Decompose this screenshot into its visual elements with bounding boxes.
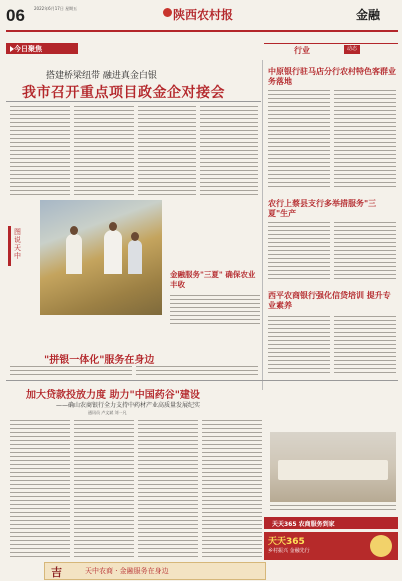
right-body-2a [268, 222, 330, 280]
article3-body-col4 [202, 420, 262, 558]
lead-body-col1 [10, 106, 70, 196]
industry-badge: 动态 [344, 45, 360, 54]
industry-news-bar [264, 43, 398, 57]
meeting-table [278, 460, 388, 480]
article3-body-col2 [74, 420, 134, 558]
meeting-photo-caption [270, 505, 396, 513]
right-body-1a [268, 90, 330, 188]
ad-box [264, 532, 398, 560]
article2-headline: "拼银一体化"服务在身边 [44, 355, 155, 366]
person-head [70, 226, 78, 235]
article3-body-col3 [138, 420, 198, 558]
page-number: 06 [6, 6, 25, 25]
triangle-icon [10, 46, 14, 52]
lead-divider [6, 101, 261, 102]
date-line: 2022年6月17日 星期五 [34, 6, 78, 11]
lead-body-col2 [74, 106, 134, 196]
right-body-3b [334, 316, 396, 376]
right-headline-1: 中原银行驻马店分行农村特色客群业务落地 [268, 66, 396, 86]
article3-subhead: ——确山农商银行全力支持中药材产业高质量发展纪实 [56, 402, 201, 409]
right-headline-2: 农行上蔡县支行多举措服务"三夏"生产 [268, 198, 377, 218]
person-figure [66, 234, 82, 274]
person-head [109, 222, 117, 231]
today-focus-bar [6, 43, 78, 54]
article3-byline: 通讯员 卢文斌 刘一凡 [88, 410, 127, 415]
person-figure [128, 240, 142, 274]
wheat-field-photo [40, 200, 162, 315]
lead-body-col3 [138, 106, 196, 196]
person-head [131, 232, 139, 241]
right-body-2b [334, 222, 396, 280]
today-focus-label: 今日聚焦 [14, 45, 42, 53]
bottom-ad-mark: 吉 [51, 566, 62, 579]
meeting-photo [270, 432, 396, 502]
lead-headline: 我市召开重点项目政金企对接会 [22, 85, 225, 101]
lead-body-col4 [200, 106, 258, 196]
feature-accent-bar [8, 226, 11, 266]
ad-big-text: 天天365 [268, 537, 305, 547]
lead-kicker: 搭建桥梁纽带 融进真金白银 [46, 71, 157, 81]
ad-banner [264, 517, 398, 529]
ad-banner-text: 天天365 农商服务到家 [272, 521, 335, 528]
feature-photo-caption [170, 295, 260, 325]
section-title: 金融 [356, 8, 381, 22]
column-divider [262, 60, 263, 390]
feature-photo-title: 金融服务"三夏" 确保农业丰收 [170, 270, 256, 289]
article2-body-b [136, 366, 258, 376]
article3-body-col1 [10, 420, 70, 558]
article2-body-a [10, 366, 132, 376]
section-divider [6, 380, 398, 381]
masthead-logo-icon [163, 8, 172, 17]
right-headline-3: 西平农商银行强化信贷培训 提升专业素养 [268, 290, 391, 310]
bottom-ad-text: 天中农商 · 金融服务在身边 [85, 567, 169, 575]
bank-logo-icon [370, 535, 392, 557]
right-body-3a [268, 316, 330, 376]
right-body-1b [334, 90, 396, 188]
header-rule [6, 30, 398, 32]
person-figure [104, 230, 122, 274]
industry-label: 行业 [294, 46, 310, 55]
article3-headline: 加大贷款投放力度 助力"中国药谷"建设 [26, 390, 200, 401]
bottom-ad [44, 562, 266, 580]
feature-side-label: 图说天中 [14, 228, 21, 260]
masthead: 陕西农村报 [173, 8, 234, 22]
ad-small-text: 乡村振兴 金融先行 [268, 548, 310, 554]
